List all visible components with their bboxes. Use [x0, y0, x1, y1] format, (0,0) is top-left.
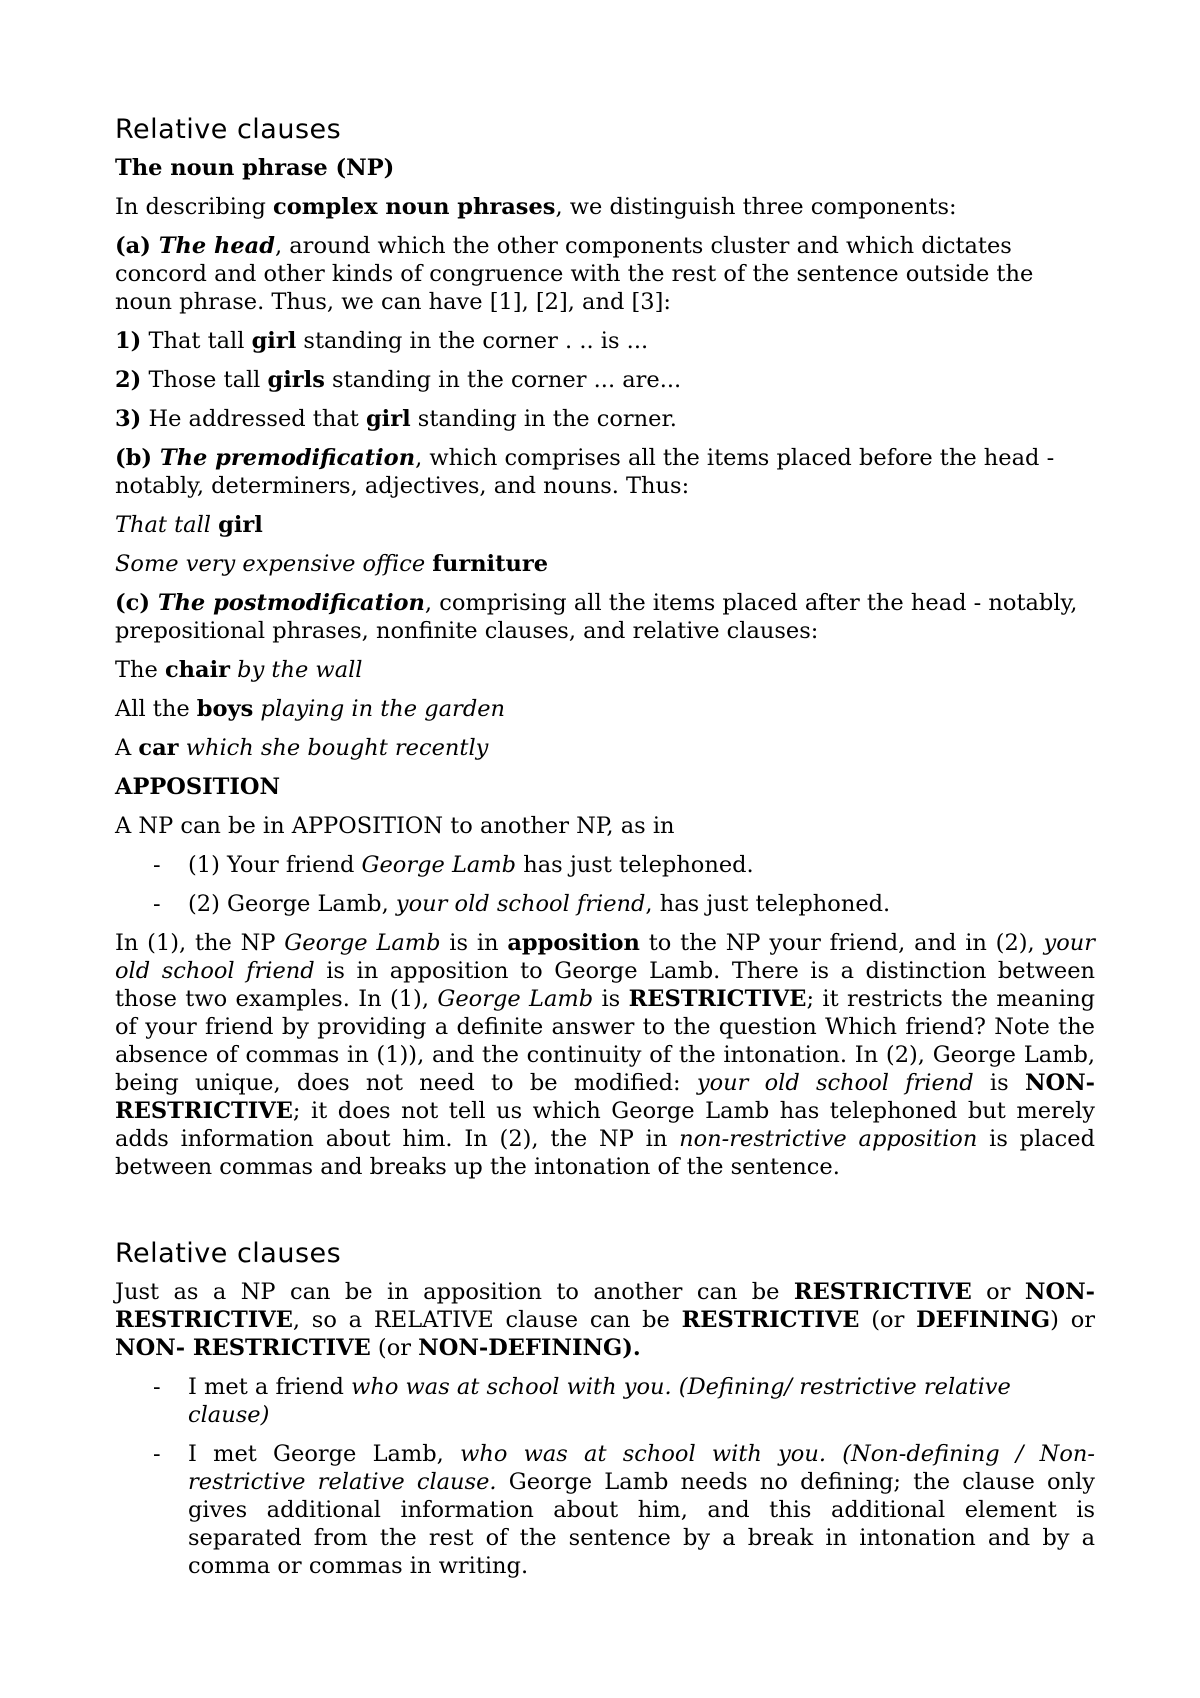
list-item: - I met George Lamb, who was at school with you. (Non-defining / Non-restrictive relative clause. George Lamb needs no defining; the clause only gives additional information about him, and this additional element is separated from the rest of the sentence by a break in intonation and by a comma or commas in writing. — [115, 1440, 1095, 1580]
section-heading: Relative clauses — [115, 114, 342, 145]
list-item: - I met a friend who was at school with you. (Defining/ restrictive relative clause) — [115, 1373, 1095, 1429]
paragraph-intro: In describing complex noun phrases, we distinguish three components: — [115, 194, 957, 220]
relative-paragraph: Just as a NP can be in apposition to another can be RESTRICTIVE or NON-RESTRICTIVE, so a RELATIVE clause can be RESTRICTIVE (or DEFINING) or NON- RESTRICTIVE (or NON-DEFINING). — [115, 1279, 1095, 1361]
subheading: The noun phrase (NP) — [115, 155, 395, 181]
apposition-intro: A NP can be in APPOSITION to another NP, as in — [115, 813, 675, 839]
section-spacer — [115, 1192, 1095, 1236]
example-2: 2) Those tall girls standing in the corner ... are... — [115, 367, 682, 393]
example-3: 3) He addressed that girl standing in the corner. — [115, 406, 677, 432]
postmod-example-1: The chair by the wall — [115, 657, 363, 683]
premod-example-1: That tall girl — [115, 512, 263, 538]
list-item: - (2) George Lamb, your old school friend, has just telephoned. — [115, 890, 1095, 918]
premod-example-2: Some very expensive office furniture — [115, 551, 549, 577]
paragraph-head: (a) The head, around which the other components cluster and which dictates concord and other kinds of congruence with the rest of the sentence outside the noun phrase. Thus, we can have [1], [2], and [3]: — [115, 233, 1034, 315]
apposition-paragraph: In (1), the NP George Lamb is in apposition to the NP your friend, and in (2), your old school friend is in apposition to George Lamb. There is a distinction between those two examples. In (1), George Lamb is RESTRICTIVE; it restricts the meaning of your friend by providing a definite answer to the question Which friend? Note the absence of commas in (1)), and the continuity of the intonation. In (2), George Lamb, being unique, does not need to be modified: your old school friend is NON-RESTRICTIVE; it does not tell us which George Lamb has telephoned but merely adds information about him. In (2), the NP in non-restrictive apposition is placed between commas and breaks up the intonation of the sentence. — [115, 930, 1096, 1180]
postmod-example-3: A car which she bought recently — [115, 735, 489, 761]
section-heading: Relative clauses — [115, 1238, 342, 1269]
list-item: - (1) Your friend George Lamb has just telephoned. — [115, 851, 1095, 879]
apposition-list — [115, 851, 1095, 918]
paragraph-postmodification: (c) The postmodification, comprising all the items placed after the head - notably, prepositional phrases, nonfinite clauses, and relative clauses: — [115, 590, 1078, 644]
apposition-heading: APPOSITION — [115, 774, 281, 800]
postmod-example-2: All the boys playing in the garden — [115, 696, 506, 722]
relative-list — [115, 1373, 1095, 1580]
document-body — [115, 112, 1095, 1591]
example-1: 1) That tall girl standing in the corner . .. is ... — [115, 328, 649, 354]
paragraph-premodification: (b) The premodification, which comprises all the items placed before the head - notably, determiners, adjectives, and nouns. Thus: — [115, 445, 1055, 499]
